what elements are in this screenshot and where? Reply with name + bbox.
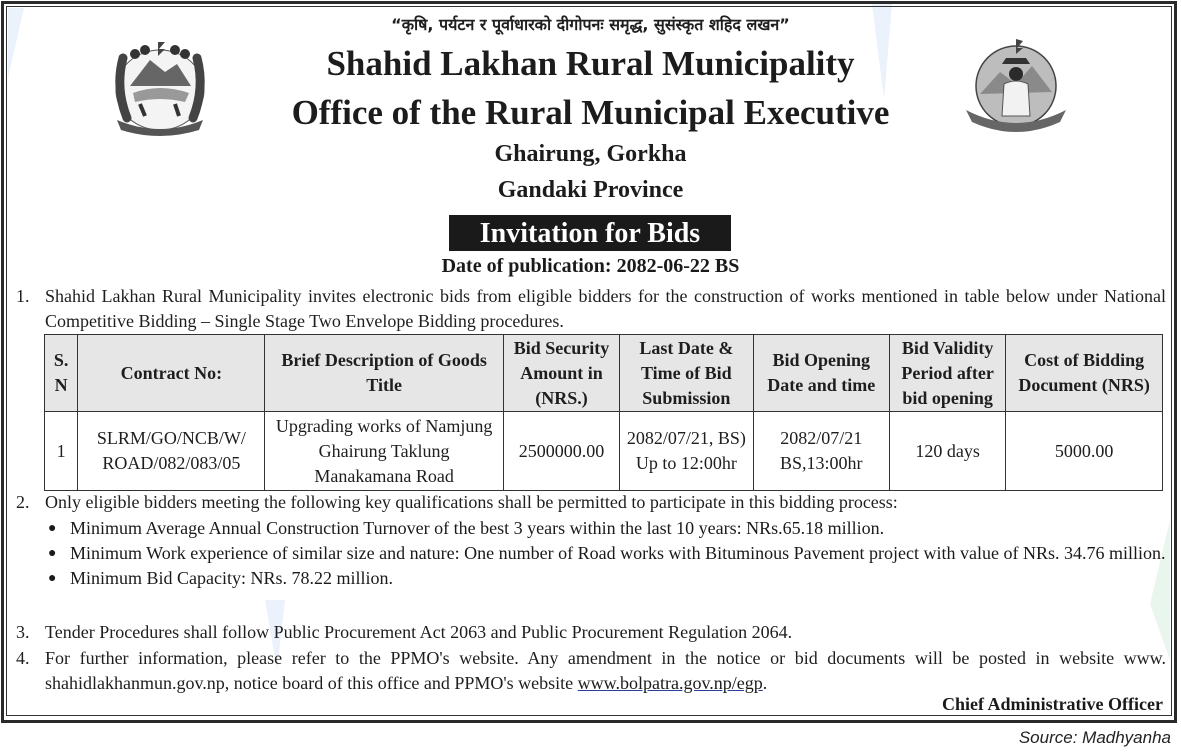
cell-opening: 2082/07/21 BS,13:00hr xyxy=(753,412,889,491)
header-contract-no: Contract No: xyxy=(78,335,265,412)
cell-bid-security: 2500000.00 xyxy=(503,412,619,491)
cell-description: Upgrading works of Namjung Ghairung Taklung Manakamana Road xyxy=(265,412,504,491)
bullet-icon: ● xyxy=(48,571,57,586)
paragraph-text: Only eligible bidders meeting the following key qualifications shall be permitted to participate in this bidding process: xyxy=(45,492,898,512)
cell-sn: 1 xyxy=(45,412,78,491)
province: Gandaki Province xyxy=(497,177,684,203)
office-name: Office of the Rural Municipal Executive xyxy=(291,93,890,132)
cell-last-date: 2082/07/21, BS) Up to 12:00hr xyxy=(620,412,753,491)
cell-validity: 120 days xyxy=(890,412,1006,491)
cell-cost: 5000.00 xyxy=(1006,412,1163,491)
paragraph-number: 2. xyxy=(16,492,30,512)
paragraph-2 xyxy=(16,490,1166,515)
header-last-date: Last Date & Time of Bid Submission xyxy=(620,335,753,412)
paragraph-number: 4. xyxy=(16,648,30,668)
paragraph-4 xyxy=(16,646,1166,696)
publication-date: Date of publication: 2082-06-22 BS xyxy=(441,255,740,277)
paragraph-text: Tender Procedures shall follow Public Procurement Act 2063 and Public Procurement Regulation 2064. xyxy=(45,622,793,642)
qualification-list xyxy=(42,516,1167,591)
paragraph-3 xyxy=(16,620,1166,645)
header-sn: S. N xyxy=(45,335,78,412)
paragraph-text-before-link: For further information, please refer to the PPMO's website. Any amendment in the notice or bid documents will be posted in website www. shahidlakhanmun.gov.np, notice board of this office and PPMO's website xyxy=(45,648,1166,693)
table-row xyxy=(45,412,1163,491)
header-validity: Bid Validity Period after bid opening xyxy=(890,335,1006,412)
list-item-text: Minimum Work experience of similar size and nature: One number of Road works with Bituminous Pavement project with value of NRs. 34.76 million. xyxy=(70,543,1166,563)
municipality-name: Shahid Lakhan Rural Municipality xyxy=(326,44,855,83)
bid-table xyxy=(44,334,1163,491)
signature: Chief Administrative Officer xyxy=(942,694,1163,714)
list-item xyxy=(42,566,1167,591)
bolpatra-link[interactable]: www.bolpatra.gov.np/egp xyxy=(577,673,763,693)
header-bid-security: Bid Security Amount in (NRS.) xyxy=(503,335,619,412)
paragraph-text-after-link: . xyxy=(762,673,768,693)
list-item-text: Minimum Bid Capacity: NRs. 78.22 million. xyxy=(70,568,394,588)
list-item-text: Minimum Average Annual Construction Turnover of the best 3 years within the last 10 years: NRs.65.18 million. xyxy=(70,518,885,538)
list-item xyxy=(42,541,1167,566)
paragraph-text xyxy=(45,646,1166,696)
header-cost: Cost of Bidding Document (NRS) xyxy=(1006,335,1163,412)
source-credit: Source: Madhyanha xyxy=(1018,728,1171,747)
header-opening: Bid Opening Date and time xyxy=(753,335,889,412)
location: Ghairung, Gorkha xyxy=(494,141,687,167)
paragraph-number: 1. xyxy=(16,286,30,306)
paragraph-1 xyxy=(16,284,1166,334)
paragraph-text: Shahid Lakhan Rural Municipality invites electronic bids from eligible bidders for the construction of works mentioned in table below under National Competitive Bidding – Single Stage Two Envelope Bidding procedures. xyxy=(45,286,1166,331)
motto-text: “कृषि, पर्यटन र पूर्वाधारको दीगोपनः समृद्ध, सुसंस्कृत शहिद लखन” xyxy=(391,15,790,34)
cell-contract-no: SLRM/GO/NCB/W/ ROAD/082/083/05 xyxy=(78,412,265,491)
header-description: Brief Description of Goods Title xyxy=(265,335,504,412)
notice-title-banner: Invitation for Bids xyxy=(449,215,731,251)
bullet-icon: ● xyxy=(48,546,57,561)
table-header-row xyxy=(45,335,1163,412)
paragraph-number: 3. xyxy=(16,622,30,642)
list-item xyxy=(42,516,1167,541)
bullet-icon: ● xyxy=(48,521,57,536)
